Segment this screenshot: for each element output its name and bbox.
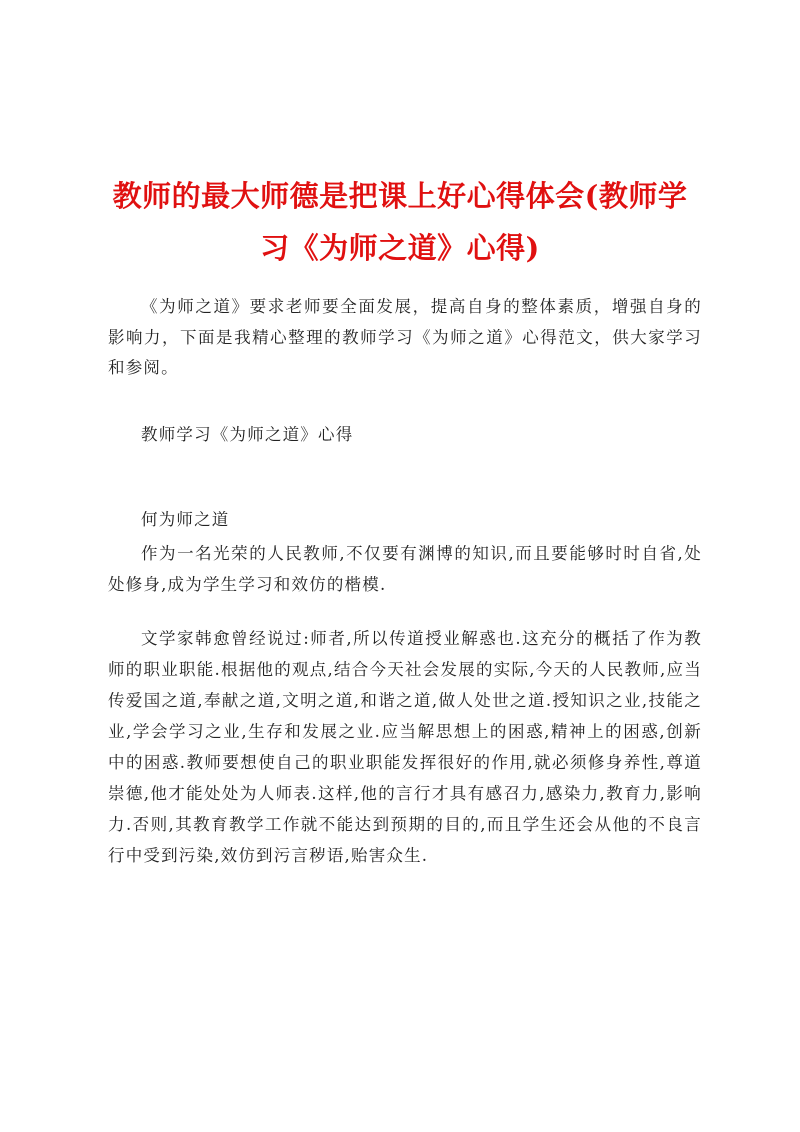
subsection-heading: 何为师之道 bbox=[141, 510, 230, 529]
page-title: 教师的最大师德是把课上好心得体会(教师学习《为师之道》心得) bbox=[112, 179, 688, 265]
section-heading: 教师学习《为师之道》心得 bbox=[141, 425, 354, 444]
body-paragraph-1: 作为一名光荣的人民教师,不仅要有渊博的知识,而且要能够时时自省,处处修身,成为学生学习和效仿的楷模. bbox=[108, 544, 702, 594]
body-paragraph-2: 文学家韩愈曾经说过:师者,所以传道授业解惑也.这充分的概括了作为教师的职业职能.根据他的观点,结合今天社会发展的实际,今天的人民教师,应当传爱国之道,奉献之道,文明之道,和谐之道,做人处世之道.授知识之业,技能之业,学会学习之业,生存和发展之业.应当解思想上的困惑,精神上的困惑,创新中的困惑.教师要想使自己的职业职能发挥很好的作用,就必须修身养性,尊道崇德,他才能处处为人师表.这样,他的言行才具有感召力,感染力,教育力,影响力.否则,其教育教学工作就不能达到预期的目的,而且学生还会从他的不良言行中受到污染,效仿到污言秽语,贻害众生. bbox=[108, 629, 702, 865]
intro-paragraph: 《为师之道》要求老师要全面发展，提高自身的整体素质，增强自身的影响力，下面是我精心整理的教师学习《为师之道》心得范文，供大家学习和参阅。 bbox=[108, 297, 702, 377]
